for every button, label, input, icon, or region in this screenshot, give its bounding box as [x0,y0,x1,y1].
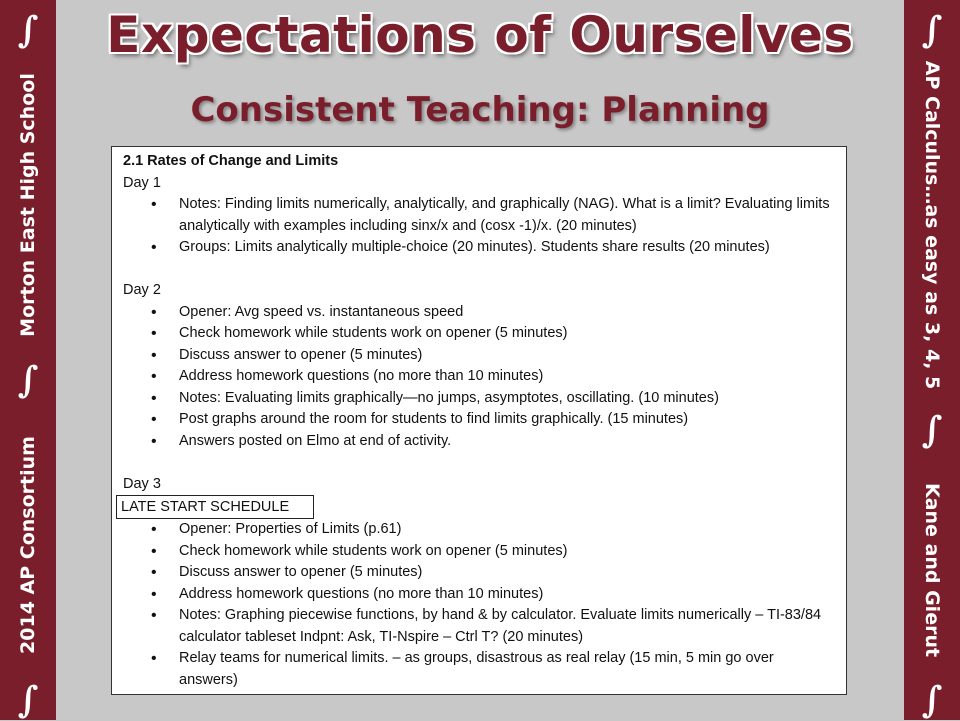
list-item: • Discuss answer to opener (5 minutes) [123,562,836,584]
list-item: • Check homework while students work on opener (5 minutes) [123,323,836,345]
list-item: • Address homework questions (no more than 10 minutes) [123,584,836,606]
slide-subtitle: Consistent Teaching: Planning [190,90,770,130]
list-item: • Groups: Limits analytically multiple-choice (20 minutes). Students share results (20 minutes) [123,237,836,259]
consortium-label: 2014 AP Consortium [17,436,39,654]
integral-symbol-icon: ∫ [17,359,39,401]
integral-symbol-icon: ∫ [17,9,39,51]
list-item: • Check homework while students work on opener (5 minutes) [123,541,836,563]
day-label: Day 1 [123,174,161,191]
authors-label: Kane and Gierut [921,482,943,658]
left-side-band [0,0,56,720]
integral-symbol-icon: ∫ [17,679,39,721]
course-tagline-label: AP Calculus…as easy as 3, 4, 5 [921,60,943,390]
late-start-note: LATE START SCHEDULE [116,495,314,519]
document-heading: 2.1 Rates of Change and Limits [123,153,339,169]
list-item: • Post graphs around the room for students to find limits graphically. (15 minutes) [123,409,836,431]
day-2-list [123,302,836,453]
integral-symbol-icon: ∫ [921,409,943,451]
day-3-list [123,519,836,691]
list-item: • Notes: Evaluating limits graphically—no jumps, asymptotes, oscillating. (10 minutes) [123,388,836,410]
list-item: • Opener: Properties of Limits (p.61) [123,519,836,541]
list-item: • Notes: Finding limits numerically, analytically, and graphically (NAG). What is a limit? Evaluating limits analytically with examples including sinx/x and (cosx -1)/x. (20 minutes) [123,194,836,237]
list-item: • Answers posted on Elmo at end of activity. [123,431,836,453]
right-side-band [904,0,960,720]
school-name-label: Morton East High School [17,73,39,337]
list-item: • Address homework questions (no more than 10 minutes) [123,366,836,388]
integral-symbol-icon: ∫ [921,679,943,721]
integral-symbol-icon: ∫ [921,9,943,51]
slide-title: Expectations of Ourselves [106,6,854,64]
list-item: • Relay teams for numerical limits. – as groups, disastrous as real relay (15 min, 5 min go over answers) [123,648,836,691]
day-label: Day 2 [123,282,161,298]
list-item: • Notes: Graphing piecewise functions, by hand & by calculator. Evaluate limits numerically – TI-83/84 calculator tableset Indpnt: Ask, TI-Nspire – Ctrl T? (20 minutes) [123,605,836,648]
day-label: Day 3 [123,475,161,492]
lesson-plan-document [111,146,847,695]
list-item: • Discuss answer to opener (5 minutes) [123,345,836,367]
list-item: • Opener: Avg speed vs. instantaneous speed [123,302,836,324]
day-1-list [123,194,836,259]
